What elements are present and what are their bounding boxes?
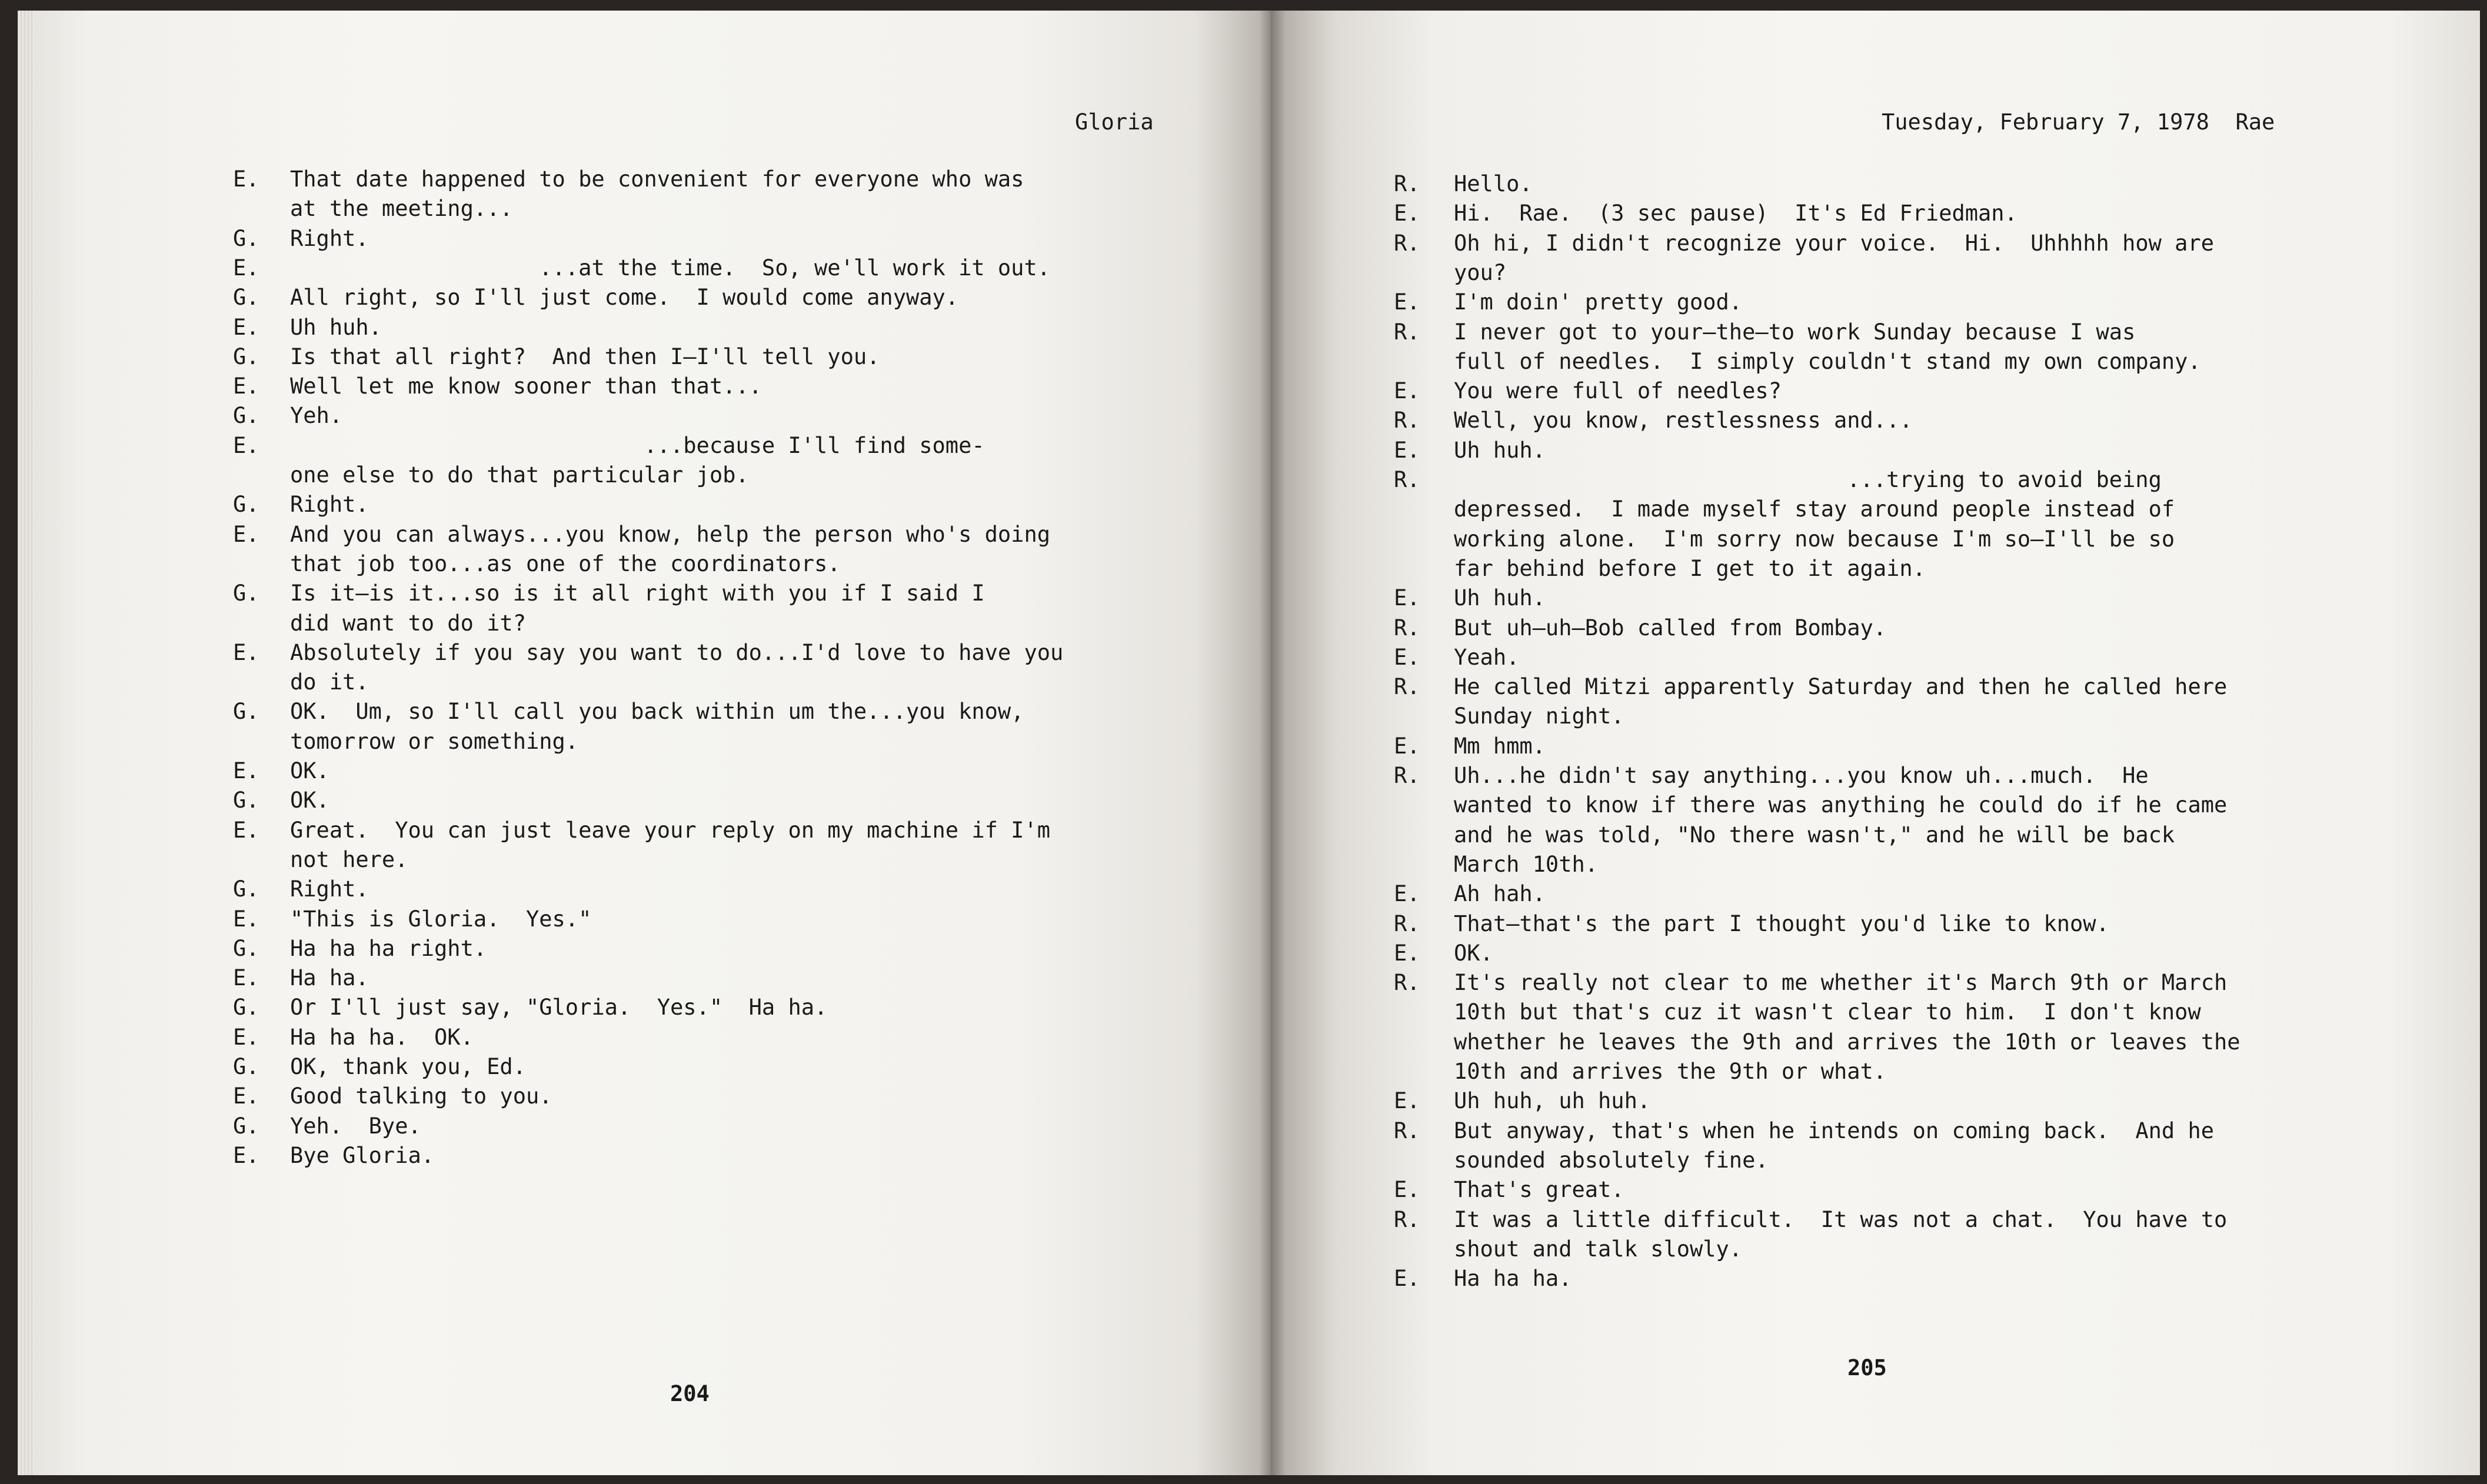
dialogue-text: ...at the time. So, we'll work it out. [290,255,1051,281]
speaker-label: E. [233,1024,259,1050]
speaker-label: E. [1394,1088,1420,1114]
dialogue-text: Right. [290,225,369,251]
speaker-label: E. [233,255,259,281]
dialogue-text: depressed. I made myself stay around people instead of [1454,496,2175,522]
dialogue-text: Yeh. Bye. [290,1113,421,1139]
dialogue-text: March 10th. [1454,851,1599,877]
dialogue-text: Hello. [1454,171,1533,196]
dialogue-text: ...because I'll find some- [290,432,985,458]
speaker-label: E. [233,521,259,547]
dialogue-text: 10th but that's cuz it wasn't clear to him. I don't know [1454,999,2201,1025]
dialogue-text: Uh huh. [290,314,382,340]
speaker-label: E. [233,1142,259,1168]
speaker-label: E. [233,817,259,843]
speaker-label: G. [233,995,259,1021]
dialogue-text: He called Mitzi apparently Saturday and then he called here [1454,674,2228,700]
speaker-label: E. [1394,289,1420,315]
dialogue-text: Bye Gloria. [290,1142,435,1168]
speaker-label: R. [1394,763,1420,788]
dialogue-text: Hi. Rae. (3 sec pause) It's Ed Friedman. [1454,201,2017,226]
dialogue-text: Right. [290,492,369,518]
speaker-label: E. [233,432,259,458]
speaker-label: R. [1394,408,1420,433]
dialogue-text: do it. [290,669,369,695]
dialogue-text: that job too...as one of the coordinators. [290,551,841,576]
speaker-label: R. [1394,970,1420,996]
speaker-label: E. [1394,733,1420,759]
dialogue-text: and he was told, "No there wasn't," and he will be back [1454,822,2175,848]
speaker-label: E. [1394,1177,1420,1203]
dialogue-text: Good talking to you. [290,1083,552,1109]
dialogue-text: did want to do it? [290,610,526,636]
dialogue-text: Well, you know, restlessness and... [1454,408,1913,433]
dialogue-text: Ah hah. [1454,881,1546,907]
speaker-label: E. [1394,940,1420,966]
dialogue-text: not here. [290,846,408,872]
speaker-label: E. [233,965,259,991]
left-page [18,11,1271,1475]
speaker-label: E. [1394,644,1420,670]
dialogue-text: Sunday night. [1454,703,1624,729]
speaker-label: E. [1394,201,1420,226]
speaker-label: G. [233,788,259,813]
dialogue-text: Uh huh. [1454,585,1546,611]
dialogue-text: Oh hi, I didn't recognize your voice. Hi. Uhhhhh how are [1454,230,2215,256]
speaker-label: G. [233,344,259,369]
dialogue-text: That date happened to be convenient for everyone who was [290,166,1024,192]
speaker-label: R. [1394,319,1420,345]
right-page [1271,11,2480,1475]
speaker-label: R. [1394,171,1420,196]
dialogue-text: Yeah. [1454,644,1520,670]
speaker-label: G. [233,581,259,606]
dialogue-text: Ha ha. [290,965,369,991]
dialogue-text: OK. [290,788,329,813]
speaker-label: E. [233,314,259,340]
dialogue-text: Great. You can just leave your reply on my machine if I'm [290,817,1051,843]
dialogue-text: Right. [290,876,369,902]
page-number-left: 204 [670,1381,710,1406]
dialogue-text: working alone. I'm sorry now because I'm so—I'll be so [1454,526,2175,552]
dialogue-text: Or I'll just say, "Gloria. Yes." Ha ha. [290,995,828,1021]
speaker-label: G. [233,935,259,961]
dialogue-text: shout and talk slowly. [1454,1236,1743,1262]
speaker-label: R. [1394,230,1420,256]
dialogue-text: I'm doin' pretty good. [1454,289,1743,315]
speaker-label: R. [1394,1206,1420,1232]
dialogue-text: OK, thank you, Ed. [290,1054,526,1079]
speaker-label: R. [1394,615,1420,641]
dialogue-text: Uh huh, uh huh. [1454,1088,1651,1114]
speaker-label: E. [233,758,259,783]
dialogue-text: That—that's the part I thought you'd like to know. [1454,911,2109,936]
speaker-label: G. [233,403,259,429]
speaker-label: G. [233,285,259,311]
speaker-label: G. [233,225,259,251]
dialogue-text: full of needles. I simply couldn't stand my own company. [1454,348,2201,374]
speaker-label: E. [233,1083,259,1109]
dialogue-text: Uh...he didn't say anything...you know uh...much. He [1454,763,2149,788]
dialogue-text: Ha ha ha. OK. [290,1024,474,1050]
running-header-left: Gloria [1075,109,1154,135]
dialogue-text: OK. [290,758,329,783]
dialogue-text: Is that all right? And then I—I'll tell you. [290,344,880,369]
dialogue-text: at the meeting... [290,196,513,222]
speaker-label: E. [1394,881,1420,907]
dialogue-text: one else to do that particular job. [290,462,749,488]
dialogue-text: But anyway, that's when he intends on coming back. And he [1454,1118,2215,1143]
speaker-label: G. [233,1054,259,1079]
speaker-label: R. [1394,674,1420,700]
speaker-label: G. [233,876,259,902]
dialogue-text: OK. Um, so I'll call you back within um the...you know, [290,699,1024,725]
speaker-label: G. [233,699,259,725]
dialogue-text: 10th and arrives the 9th or what. [1454,1059,1887,1084]
speaker-label: G. [233,1113,259,1139]
dialogue-text: Ha ha ha right. [290,935,487,961]
dialogue-text: And you can always...you know, help the person who's doing [290,521,1051,547]
dialogue-text: You were full of needles? [1454,378,1782,404]
speaker-label: E. [1394,378,1420,404]
dialogue-text: Uh huh. [1454,437,1546,463]
running-header-right: Tuesday, February 7, 1978 Rae [1882,109,2275,135]
speaker-label: R. [1394,467,1420,492]
dialogue-text: Yeh. [290,403,343,429]
dialogue-text: Absolutely if you say you want to do...I'd love to have you [290,639,1064,665]
dialogue-text: far behind before I get to it again. [1454,555,1926,581]
speaker-label: E. [233,166,259,192]
dialogue-text: sounded absolutely fine. [1454,1147,1769,1173]
dialogue-text: wanted to know if there was anything he could do if he came [1454,792,2228,818]
dialogue-text: tomorrow or something. [290,728,579,754]
dialogue-text: It's really not clear to me whether it's March 9th or March [1454,970,2228,996]
dialogue-text: All right, so I'll just come. I would come anyway. [290,285,959,311]
dialogue-text: I never got to your—the—to work Sunday because I was [1454,319,2136,345]
dialogue-text: Is it—is it...so is it all right with you if I said I [290,581,985,606]
speaker-label: E. [1394,1266,1420,1292]
speaker-label: E. [233,373,259,399]
speaker-label: R. [1394,1118,1420,1143]
speaker-label: G. [233,492,259,518]
speaker-label: E. [233,639,259,665]
dialogue-text: Ha ha ha. [1454,1266,1572,1292]
dialogue-text: But uh—uh—Bob called from Bombay. [1454,615,1887,641]
dialogue-text: ...trying to avoid being [1454,467,2162,492]
speaker-label: E. [1394,585,1420,611]
page-number-right: 205 [1847,1355,1887,1380]
dialogue-text: It was a little difficult. It was not a chat. You have to [1454,1206,2228,1232]
dialogue-text: you? [1454,259,1507,285]
dialogue-text: whether he leaves the 9th and arrives the 10th or leaves the [1454,1029,2240,1055]
speaker-label: E. [1394,437,1420,463]
dialogue-text: Mm hmm. [1454,733,1546,759]
dialogue-text: That's great. [1454,1177,1624,1203]
dialogue-text: Well let me know sooner than that... [290,373,762,399]
dialogue-text: OK. [1454,940,1493,966]
speaker-label: E. [233,906,259,932]
dialogue-text: "This is Gloria. Yes." [290,906,592,932]
speaker-label: R. [1394,911,1420,936]
